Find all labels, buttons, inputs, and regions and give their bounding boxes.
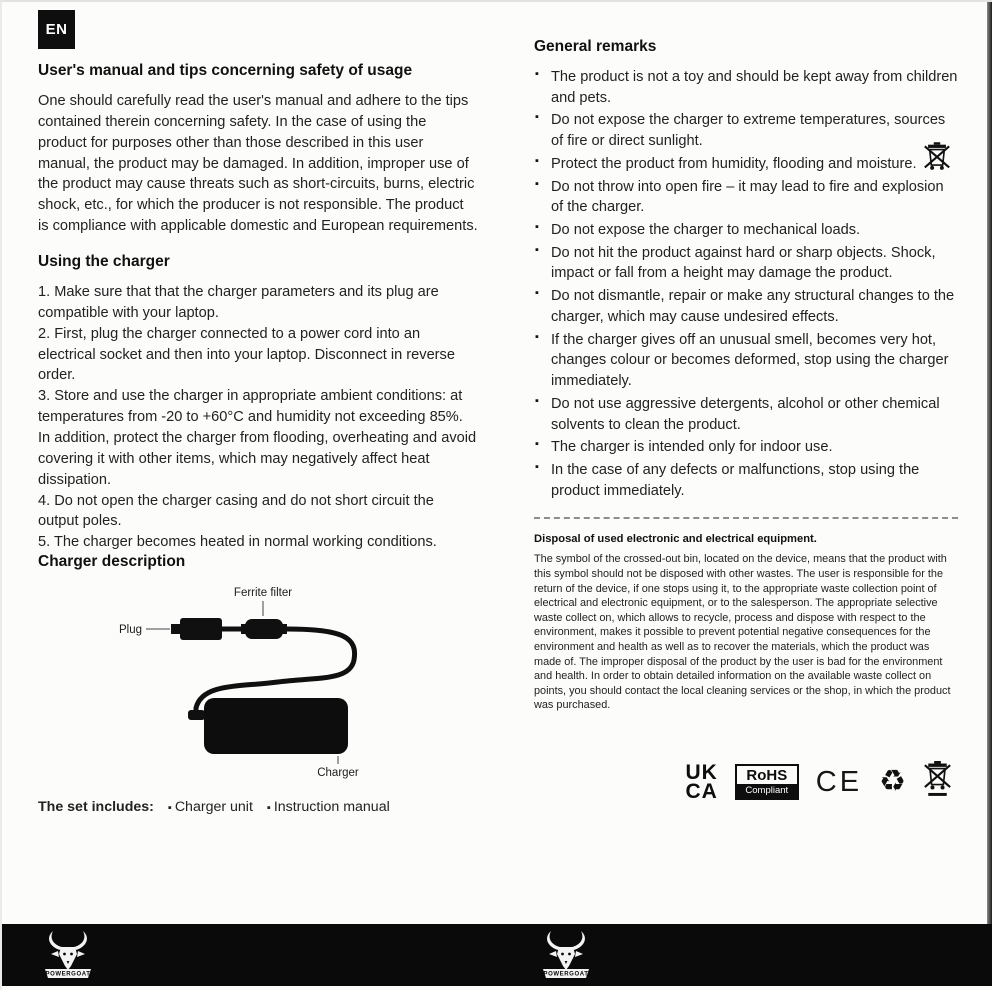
remark-item: ▪ The product is not a toy and should be kept away from children and pets. [534, 67, 958, 108]
remark-item: ▪ Do not dismantle, repair or make any structural changes to the charger, which may cause undesired effects. [534, 286, 958, 327]
remark-item: ▪ The charger is intended only for indoor use. [534, 437, 958, 458]
recycle-icon: ♻ [879, 764, 906, 800]
scan-edge-artifact [987, 2, 992, 924]
dashed-separator [534, 517, 958, 519]
plug-label: Plug [118, 624, 142, 637]
ukca-mark [685, 760, 718, 804]
remark-item: ▪ If the charger gives off an unusual smell, becomes very hot, changes colour or becomes deformed, stop using the charger immediately. [534, 330, 958, 392]
weee-bin-icon [924, 142, 950, 180]
powergoat-logo [38, 928, 98, 987]
ferrite-filter-icon [241, 619, 287, 639]
set-includes-item: ▪ Charger unit [168, 799, 253, 815]
safety-heading: User's manual and tips concerning safety of usage [38, 62, 413, 79]
brand-name: POWERGOAT [543, 971, 589, 978]
remark-item: ▪ Do not use aggressive detergents, alcohol or other chemical solvents to clean the product. [534, 394, 958, 435]
remarks-heading: General remarks [534, 38, 657, 55]
set-includes-item: ▪ Instruction manual [267, 799, 390, 815]
ce-mark: CE [815, 765, 863, 798]
weee-bin-icon [923, 761, 952, 803]
charger-diagram-drawing [38, 582, 478, 780]
rohs-mark [735, 764, 799, 800]
using-step: 1. Make sure that that the charger parameters and its plug are compatible with your laptop. [38, 284, 439, 321]
using-step: 3. Store and use the charger in appropriate ambient conditions: at temperatures from -20 to +60°C and humidity not exceeding 85%. In addition, protect the charger from flooding, overheating and avoid covering it with other items, which may negatively affect heat dissipation. [38, 388, 477, 488]
brand-name: POWERGOAT [45, 971, 91, 978]
charger-label: Charger [317, 767, 359, 780]
ukca-line2: CA [685, 780, 718, 804]
using-step: 4. Do not open the charger casing and do not short circuit the output poles. [38, 492, 434, 530]
left-column [38, 62, 478, 815]
using-steps [38, 282, 478, 553]
remarks-list [534, 67, 958, 501]
remark-item: ▪ Do not throw into open fire – it may lead to fire and explosion of the charger. [534, 177, 958, 218]
description-heading: Charger description [38, 553, 186, 571]
language-badge: EN [38, 10, 75, 49]
remark-item: ▪ Do not expose the charger to mechanical loads. [534, 220, 958, 241]
disposal-heading: Disposal of used electronic and electrical equipment. [534, 533, 817, 546]
remark-item: ▪ Do not expose the charger to extreme temperatures, sources of fire or direct sunlight. [534, 110, 958, 151]
footer-bar [2, 924, 992, 986]
right-column [534, 38, 958, 803]
using-step: 2. First, plug the charger connected to a power cord into an electrical socket and then into your laptop. Disconnect in reverse order. [38, 325, 455, 384]
compliance-marks [534, 761, 958, 803]
strain-relief [188, 710, 205, 720]
using-step: 5. The charger becomes heated in normal working conditions. [38, 534, 437, 551]
set-includes-label: The set includes: [38, 799, 154, 816]
safety-paragraph: One should carefully read the user's manual and adhere to the tips contained therein concerning safety. In the case of using the product for purposes other than those described in this user manual, the product may be damaged. In addition, improper use of the product may cause threats such as short-circuits, burns, electric shock, etc., for which the producer is not responsible. The product is compliance with applicable domestic and European requirements. [38, 93, 478, 235]
remark-item: ▪ Protect the product from humidity, flooding and moisture. [534, 154, 958, 175]
ukca-line1: UK [685, 760, 718, 784]
using-heading: Using the charger [38, 253, 170, 271]
set-includes-line [38, 799, 478, 815]
rohs-label: RoHS [746, 767, 788, 785]
powergoat-logo [536, 928, 596, 987]
remark-item: ▪ Do not hit the product against hard or sharp objects. Shock, impact or fall from a height may damage the product. [534, 243, 958, 284]
remark-item: ▪ In the case of any defects or malfunctions, stop using the product immediately. [534, 460, 958, 501]
rohs-compliant-label: Compliant [737, 784, 797, 798]
ferrite-filter-label: Ferrite filter [233, 587, 293, 600]
disposal-text: The symbol of the crossed-out bin, located on the device, means that the product with this symbol should not be disposed with other wastes. The user is responsible for the return of the device, if one stops using it, to the appropriate waste collection point of electrical and electronic equipment, or to the salesperson. The appropriate selective waste collect on, which allows to recycle, process and dispose with respect to the environment, makes it possible to prevent potential negative consequences for the environment and health as well as to recover the materials, which the product was made of. The improper disposal of the product by the user is bad for the environment and health. In order to obtain detailed information on the available waste collect on points, you should contact the local cleaning services or the shop, in which the product was purchased. [534, 553, 951, 712]
charger-diagram [38, 582, 478, 785]
plug-icon [171, 618, 222, 640]
charger-body-icon [204, 698, 348, 754]
